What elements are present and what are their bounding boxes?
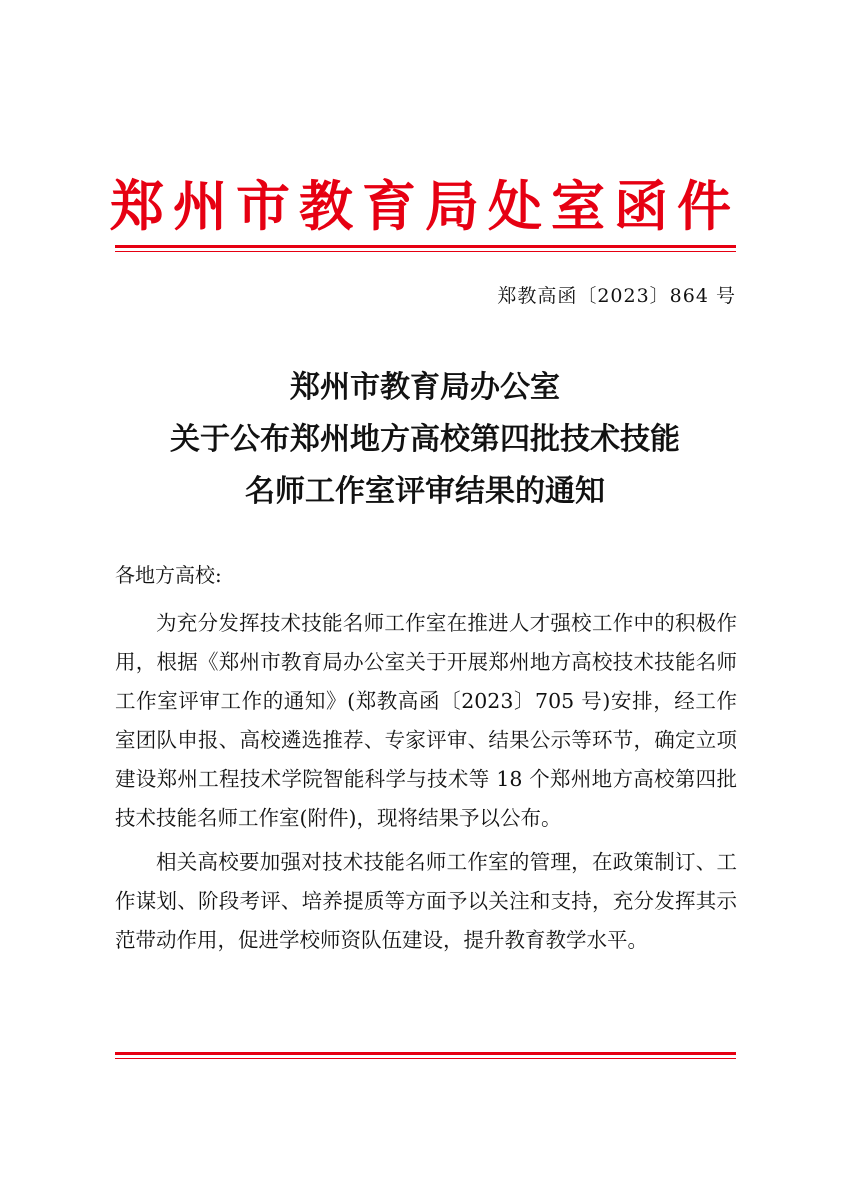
footer-divider-thick	[115, 1052, 736, 1055]
notice-title	[0, 362, 850, 518]
notice-title-line-2: 关于公布郑州地方高校第四批技术技能	[170, 422, 680, 457]
notice-title-line-1: 郑州市教育局办公室	[290, 370, 560, 405]
notice-title-line-3: 名师工作室评审结果的通知	[245, 474, 605, 509]
masthead-title: 郑州市教育局处室函件	[110, 174, 740, 238]
masthead-divider-thin	[115, 251, 736, 252]
body-paragraph-1: 为充分发挥技术技能名师工作室在推进人才强校工作中的积极作用，根据《郑州市教育局办公室关于开展郑州地方高校技术技能名师工作室评审工作的通知》(郑教高函〔2023〕705 号)安排，经工作室团队申报、高校遴选推荐、专家评审、结果公示等环节，确定立项建设郑州工程技术学院智能科学与技术等 18 个郑州地方高校第四批技术技能名师工作室(附件)，现将结果予以公布。	[115, 611, 737, 830]
masthead-divider-thick	[115, 245, 736, 248]
footer-divider-thin	[115, 1058, 736, 1059]
body-paragraph-2: 相关高校要加强对技术技能名师工作室的管理，在政策制订、工作谋划、阶段考评、培养提质等方面予以关注和支持，充分发挥其示范带动作用，促进学校师资队伍建设，提升教育教学水平。	[115, 850, 737, 952]
salutation: 各地方高校:	[115, 563, 222, 587]
document-number: 郑教高函〔2023〕864 号	[497, 285, 736, 307]
notice-body	[115, 604, 737, 965]
